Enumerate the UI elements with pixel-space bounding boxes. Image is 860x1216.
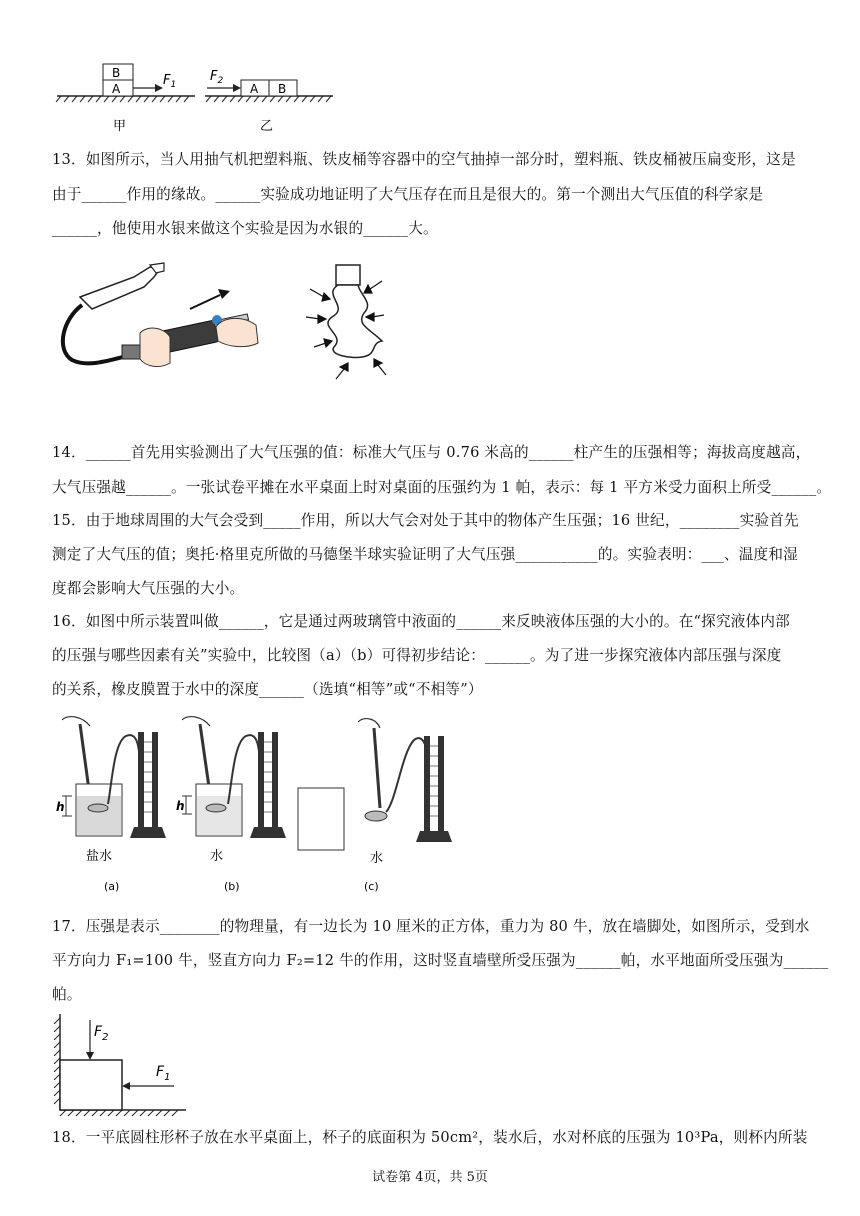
svg-text:B: B: [278, 82, 287, 96]
label-water-c: 水: [370, 851, 384, 866]
q14-line-1: 14．______首先用实验测出了大气压强的值：标准大气压与 0.76 米高的______柱产生的压强相等；海拔高度越高，: [52, 444, 811, 461]
svg-text:h: h: [176, 799, 185, 813]
q16-line-1: 16．如图中所示装置叫做______，它是通过两玻璃管中液面的______来反映液体压强的大小的。在“探究液体内部: [52, 613, 790, 630]
caption-b: (b): [224, 880, 240, 893]
q16-line-2: 的压强与哪些因素有关”实验中，比较图（a）（b）可得初步结论：______。为了进一步探究液体内部压强与深度: [52, 647, 782, 664]
figure-manometers: [52, 712, 452, 900]
q17-line-2: 平方向力 F₁=100 牛，竖直方向力 F₂=12 牛的作用，这时竖直墙壁所受压强为______帕，水平地面所受压强为______: [52, 952, 829, 969]
svg-text:F1: $F_1$: [156, 1064, 171, 1083]
label-jia: 甲: [113, 119, 127, 134]
page-footer: 试卷第 4页，共 5页: [372, 1170, 488, 1185]
cube: [60, 1060, 122, 1110]
q17-line-3: 帕。: [52, 986, 82, 1003]
svg-text:A: A: [250, 82, 259, 96]
q17-line-1: 17．压强是表示________的物理量，有一边长为 10 厘米的正方体，重力为 80 牛，放在墙脚处，如图所示，受到水: [52, 918, 810, 935]
q13-line-2: 由于______作用的缘故。______实验成功地证明了大气压存在而且是很大的。第一个测出大气压值的科学家是: [52, 186, 764, 203]
block-a-left-label: A: [112, 82, 121, 96]
q13-line-3: ______，他使用水银来做这个实验是因为水银的______大。: [52, 220, 438, 237]
caption-a: (a): [104, 880, 120, 893]
caption-c: (c): [364, 880, 379, 893]
manometer-c: [298, 719, 452, 893]
q15-line-3: 度都会影响大气压强的大小。: [52, 580, 245, 597]
q16-line-3: 的关系，橡皮膜置于水中的深度______（选填“相等”或“不相等”）: [52, 681, 483, 698]
svg-text:F1: $F_1$: [163, 73, 177, 90]
svg-text:F2: $F_2$: [210, 69, 224, 86]
svg-text:h: h: [56, 800, 65, 814]
q13-line-1: 13．如图所示，当人用抽气机把塑料瓶、铁皮桶等容器中的空气抽掉一部分时，塑料瓶、铁皮桶被压扁变形，这是: [52, 151, 796, 168]
label-salt-water: 盐水: [86, 849, 113, 864]
manometer-a: [56, 717, 166, 893]
svg-text:F2: $F_2$: [94, 1024, 109, 1043]
manometer-b: [176, 717, 286, 893]
figure-cube-corner: [50, 1012, 190, 1116]
label-yi: 乙: [260, 119, 274, 134]
q15-line-1: 15．由于地球周围的大气会受到_____作用，所以大气会对处于其中的物体产生压强；16 世纪，________实验首先: [52, 512, 799, 529]
q14-line-2: 大气压强越______。一张试卷平摊在水平桌面上时对桌面的压强约为 1 帕，表示：每 1 平方米受力面积上所受______。: [52, 479, 832, 496]
q18-line-1: 18．一平底圆柱形杯子放在水平桌面上，杯子的底面积为 50cm²，装水后，水对杯底的压强为 10³Pa，则杯内所装: [52, 1129, 808, 1146]
label-water-b: 水: [210, 849, 224, 864]
figure-blocks-push: [55, 58, 340, 138]
q15-line-2: 测定了大气压的值；奥托·格里克所做的马德堡半球实验证明了大气压强___________的。实验表明：___、温度和湿: [52, 546, 798, 563]
block-b-left-label: B: [112, 66, 121, 80]
figure-vacuum-pump: [52, 255, 397, 390]
